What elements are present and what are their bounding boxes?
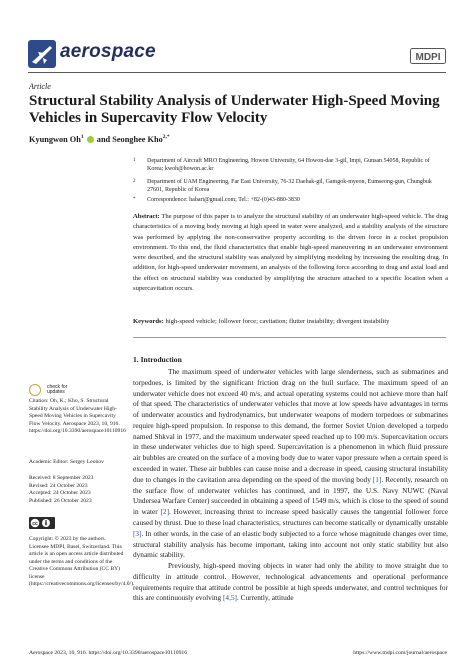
orcid-icon[interactable] [87,136,94,143]
received-date: Received: 8 September 2023 [29,475,94,481]
correspondence [133,196,453,205]
journal-logo-icon [28,40,56,68]
author-affiliation-mark: 2,* [162,134,170,140]
journal-name: aerospace [60,41,156,62]
author-affiliation-mark: 1 [80,134,84,140]
reference-link[interactable]: [3] [133,528,142,538]
abstract-divider [133,337,446,338]
check-updates-label: updates [47,389,65,396]
affiliation-text: Department of UAM Engineering, Far East University, 76-32 Daehak-gil, Gamgok-myeon, Eumseong-gun, Chungbuk 27601, Republic of Korea [147,179,432,193]
check-updates-button[interactable] [29,381,67,399]
author-name: Seonghee Kho [112,134,163,144]
academic-editor: Academic Editor: Sergey Leonov [29,459,104,465]
author-list [29,134,170,144]
abstract-text: The purpose of this paper is to analyze the structural stability of an underwater high-speed vehicle. The drag characteristics of a moving body moving at high speed in water were analyzed, and a stability analysis of the structure was performed by applying the non-conservative property according to the driven force in a rocket propulsion environment. To this end, the fluid characteristics that enable high-speed maneuvering in an underwater environment were described, and the structural stability was analyzed by simplifying modeling by increasing the resulting drag. In addition, for high-speed underwater movement, an analysis of the following force according to drag and axial load and the effect on structural stability was conducted by simplifying the structure attached to a specific location when a supercavitation occurs. [133,213,449,292]
header-divider [28,72,446,73]
reference-link[interactable]: [4,5] [222,593,237,603]
introduction-body [133,367,448,604]
mdpi-logo-icon [410,48,446,64]
accepted-date: Accepted: 24 October 2023 [29,490,91,496]
author-connector: and [96,134,113,144]
journal-url-link[interactable]: https://www.mdpi.com/journal/aerospace [353,650,447,656]
section-heading: 1. Introduction [133,355,182,364]
reference-link[interactable]: [1] [372,474,382,484]
check-updates-icon [29,384,41,396]
copyright-text: Copyright: © 2023 by the authors. Licensee MDPI, Basel, Switzerland. This article is an open access article distributed under the terms and conditions of the Creative Commons Attribution (CC BY) license (https://creativecommons.org/licenses/by/4.0/). [29,536,135,587]
keywords-label: Keywords: [133,318,164,325]
article-type: Article [29,82,51,91]
author-name: Kyungwon Oh [29,134,81,144]
citation-text: Citation: Oh, K.; Kho, S. Structural Stability Analysis of Underwater High-Speed Moving Vehicles in Supercavity Flow Velocity. Aerospace 2023, 10, 916. https://doi.org/10.3390/aerospace10110916 [29,398,126,434]
affiliation [133,178,453,196]
affiliation-text: Department of Aircraft MRO Engineering, Howon University, 64 Howon-dae 3-gil, Impi, Gunsan 54058, Republic of Korea; kwoh@howon.ac.kr [147,158,430,172]
affiliation [133,157,453,175]
abstract [133,212,448,294]
abstract-label: Abstract: [133,213,160,220]
affiliation-number: * [133,197,136,202]
affiliation-number: 2 [133,179,136,184]
footer-citation: Aerospace 2023, 10, 916. https://doi.org/10.3390/aerospace10110916 [29,650,188,656]
reference-link[interactable]: [2] [160,507,170,517]
cc-by-license-icon[interactable] [29,517,55,529]
published-date: Published: 26 October 2023 [29,497,92,504]
mdpi-logo-text: MDPI [415,52,441,63]
revised-date: Revised: 24 October 2023 [29,482,88,489]
paragraph: The maximum speed of underwater vehicles with large slenderness, such as submarines and torpedoes, is limited by the significant friction drag on the hull surface. The maximum speed of an underwater vehicle does not exceed 40 m/s, and actual operating systems could not achieve more than half of that speed. The characteristics of underwater vehicles that move at low speeds have advantages in terms of underwater acoustics and hydrodynamics, but underwater weapons of modern torpedoes or submarines require high-speed propulsion. In response to this demand, the former Soviet Union developed a torpedo named Shkval in 1977, and the maximum underwater speed reached up to 100 m/s. Supercavitation occurs in these underwater vehicles due to high speed. Supercavitation is a phenomenon in which fluid pressure air bubbles are created on the surface of a moving body due to water vapor pressure when a certain speed is exceeded in water. These air bubbles can cause noise and a decrease in speed, causing structural instability due to changes in the cavitation area depending on the speed of the moving body [1]. Recently, research on the surface flow of underwater vehicles has continued, and in 1997, the U.S. Navy NUWC (Naval Undersea Warfare Center) succeeded in obtaining a speed of 1549 m/s, which is close to the speed of sound in water [2]. However, increasing thrust to increase speed basically causes the tangential follower force caused by thrust. Due to these load characteristics, structures can become statically or dynamically unstable [3]. In other words, in the case of an elastic body subjected to a force whose magnitude changes over time, structural stability analysis has become important, taking into account not only static stability but also dynamic stability. [133,367,449,560]
affiliation-number: 1 [133,158,136,163]
correspondence-text: Correspondence: habari@gmail.com; Tel.: +82-(0)43-880-3830 [147,197,300,203]
paper-title: Structural Stability Analysis of Underwater High-Speed Moving Vehicles in Supercavity Flow Velocity [29,93,440,126]
paragraph: Previously, high-speed moving objects in water had only the ability to move straight due to difficulty in attitude control. However, technological advancements and operational performance requirements require that attitude control be possible at high speeds underwater, and control techniques for this are continuously evolving [4,5]. Currently, attitude [133,561,448,603]
keywords-text: high-speed vehicle; follower force; cavitation; flutter instability; divergent instability [165,318,390,325]
keywords [133,317,448,327]
svg-text:cc: cc [32,521,38,527]
check-updates-label: check for [47,383,68,390]
publication-dates [29,475,125,505]
